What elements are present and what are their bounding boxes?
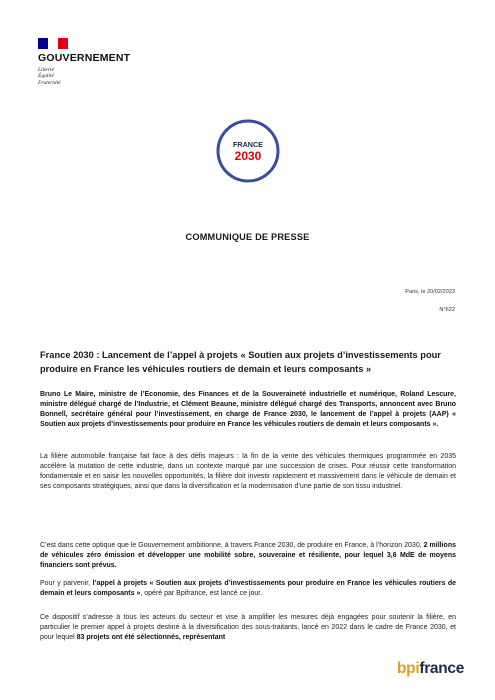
paragraph-ambition (40, 541, 456, 571)
paragraph-scope (40, 613, 456, 643)
paragraph-call (40, 579, 456, 599)
government-logo (38, 38, 130, 86)
badge-line1: FRANCE (233, 140, 263, 149)
press-release-title: France 2030 : Lancement de l’appel à projets « Soutien aux projets d’investissements pour produire en France les véhicules routiers de demain et leurs composants » (40, 350, 441, 374)
release-date: Paris, le 20/02/2023 (405, 289, 455, 295)
paragraph-call-text-start: Pour y parvenir, (40, 580, 93, 587)
paragraph-scope-text: Ce dispositif s’adresse à tous les acteurs du secteur et vise à amplifier les mesures déjà engagées pour soutenir la filière, en particulier le premier appel à projets destiné à la diversification des sous-traitants, lancé en 2022 dans le cadre de France 2030, et pour lequel (40, 614, 456, 642)
paragraph-call-bold: l’appel à projets « Soutien aux projets d’investissements pour produire en France les véhicules routiers de demain et leurs composants » (40, 580, 457, 598)
french-flag-icon (38, 38, 68, 49)
badge-line2: 2030 (234, 149, 262, 163)
paragraph-context: La filière automobile française fait face à des défis majeurs : la fin de la vente des véhicules thermiques programmée en 2035 accélère la mutation de cette industrie, dans un contexte marqué par une succession de crises. Pour réussir cette transformation fondamentale et en saisir les nouvelles opportunités, la filière doit investir rapidement et massivement dans le véhicule de demain et ses composants stratégiques, ainsi que dans la diversification et la modernisation d’une partie de son tissu industriel. (40, 453, 456, 491)
bpifrance-logo-part1: bpi (397, 660, 420, 677)
motto-fraternite: Fraternité (38, 79, 61, 86)
paragraph-scope-bold: 83 projets ont été sélectionnés, représentant (76, 634, 226, 642)
paragraph-call-text-end: , opéré par Bpifrance, est lancé ce jour. (140, 590, 263, 598)
bpifrance-logo (397, 660, 464, 678)
release-number: N°622 (439, 307, 455, 313)
paragraph-ambition-bold: 2 millions de véhicules zéro émission et développer une mobilité sobre, souveraine et résiliente, pour lequel 3,6 MdE de moyens financiers sont prévus. (40, 542, 456, 570)
motto-egalite: Égalité (38, 73, 54, 80)
paragraph-ambition-text: C’est dans cette optique que le Gouvernement ambitionne, à travers France 2030, de produire en France, à l’horizon 2030, (40, 542, 424, 549)
paragraph-intro-text: Bruno Le Maire, ministre de l’Economie, des Finances et de la Souveraineté industrielle et numérique, Roland Lescure, ministre délégué chargé de l’Industrie, et Clément Beaune, ministre délégué chargé des Transports, annoncent avec Bruno Bonnell, secrétaire général pour l’investissement, en charge de France 2030, le lancement de l’appel à projets (AAP) « Soutien aux projets d’investissements pour produire en France les véhicules routiers de demain et leurs composants ». (40, 391, 456, 429)
france-2030-logo-icon (215, 118, 281, 184)
government-motto (38, 67, 130, 86)
bpifrance-logo-part2: france (419, 660, 465, 677)
paragraph-intro (40, 390, 456, 430)
motto-liberte: Liberté (38, 67, 54, 73)
document-type-heading: COMMUNIQUE DE PRESSE (185, 232, 310, 242)
government-logo-title: GOUVERNEMENT (38, 52, 131, 64)
